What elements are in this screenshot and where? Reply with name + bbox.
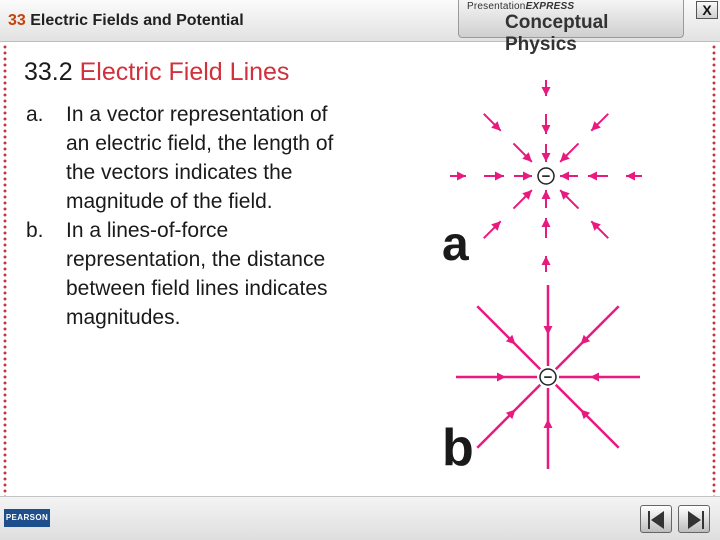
field-vector-arrowhead [523,172,532,181]
field-vector-arrowhead [542,87,551,96]
next-slide-button[interactable] [678,505,710,533]
section-number: 33.2 [24,58,73,86]
left-dotted-border [3,44,7,496]
list-marker: a. [26,103,44,126]
next-slide-icon [679,506,711,534]
field-vector-arrowhead [457,172,466,181]
field-line-arrowhead [497,373,506,382]
vector-field-diagram [450,80,642,272]
brand-conceptual-physics: Conceptual Physics [505,12,609,55]
field-vector-arrowhead [588,172,597,181]
field-vector-arrowhead [542,125,551,134]
brand-logo [458,0,684,55]
electric-field-figure [380,70,710,480]
figure-label-b: b [442,419,474,477]
list-item-b [24,216,384,332]
list-line: magnitude of the field. [66,190,273,213]
field-line-arrowhead [544,419,553,428]
close-button[interactable]: X [696,1,718,19]
field-vector-arrowhead [560,172,569,181]
list-line: between field lines indicates [66,277,328,300]
charge-sign: − [543,369,553,386]
field-vector-arrowhead [542,218,551,227]
footer-bar [0,496,720,540]
field-line-arrowhead [590,373,599,382]
field-vector-arrowhead [542,153,551,162]
brand-presentation-express [467,1,574,12]
charge-sign: − [541,168,551,185]
list-line: the vectors indicates the [66,161,293,184]
field-vector-arrowhead [495,172,504,181]
field-line-arrowhead [544,326,553,335]
list-line: an electric field, the length of [66,132,334,155]
list-line: representation, the distance [66,248,326,271]
list-line: magnitudes. [66,306,181,329]
field-lines-diagram [456,285,640,469]
field-line [556,385,619,448]
previous-slide-icon [641,506,673,534]
chapter-name: Electric Fields and Potential [30,12,244,29]
list-item-a [24,100,384,216]
list-marker: b. [26,219,44,242]
field-line [556,306,619,369]
section-heading [24,58,289,87]
section-title: Electric Field Lines [79,58,290,86]
brand-line1-normal: Presentation [467,1,526,12]
brand-line1-bold: EXPRESS [525,1,575,12]
list-line: In a lines-of-force [66,219,229,242]
field-vector-arrowhead [542,190,551,199]
field-line [477,306,540,369]
field-line [477,385,540,448]
body-list [24,100,384,332]
previous-slide-button[interactable] [640,505,672,533]
chapter-number: 33 [8,12,26,29]
right-dotted-border [712,44,716,496]
figure-label-a: a [442,218,469,271]
chapter-title [8,12,244,30]
field-vector-arrowhead [542,256,551,265]
list-line: In a vector representation of [66,103,328,126]
publisher-logo: PEARSON [4,509,50,527]
field-vector-arrowhead [626,172,635,181]
